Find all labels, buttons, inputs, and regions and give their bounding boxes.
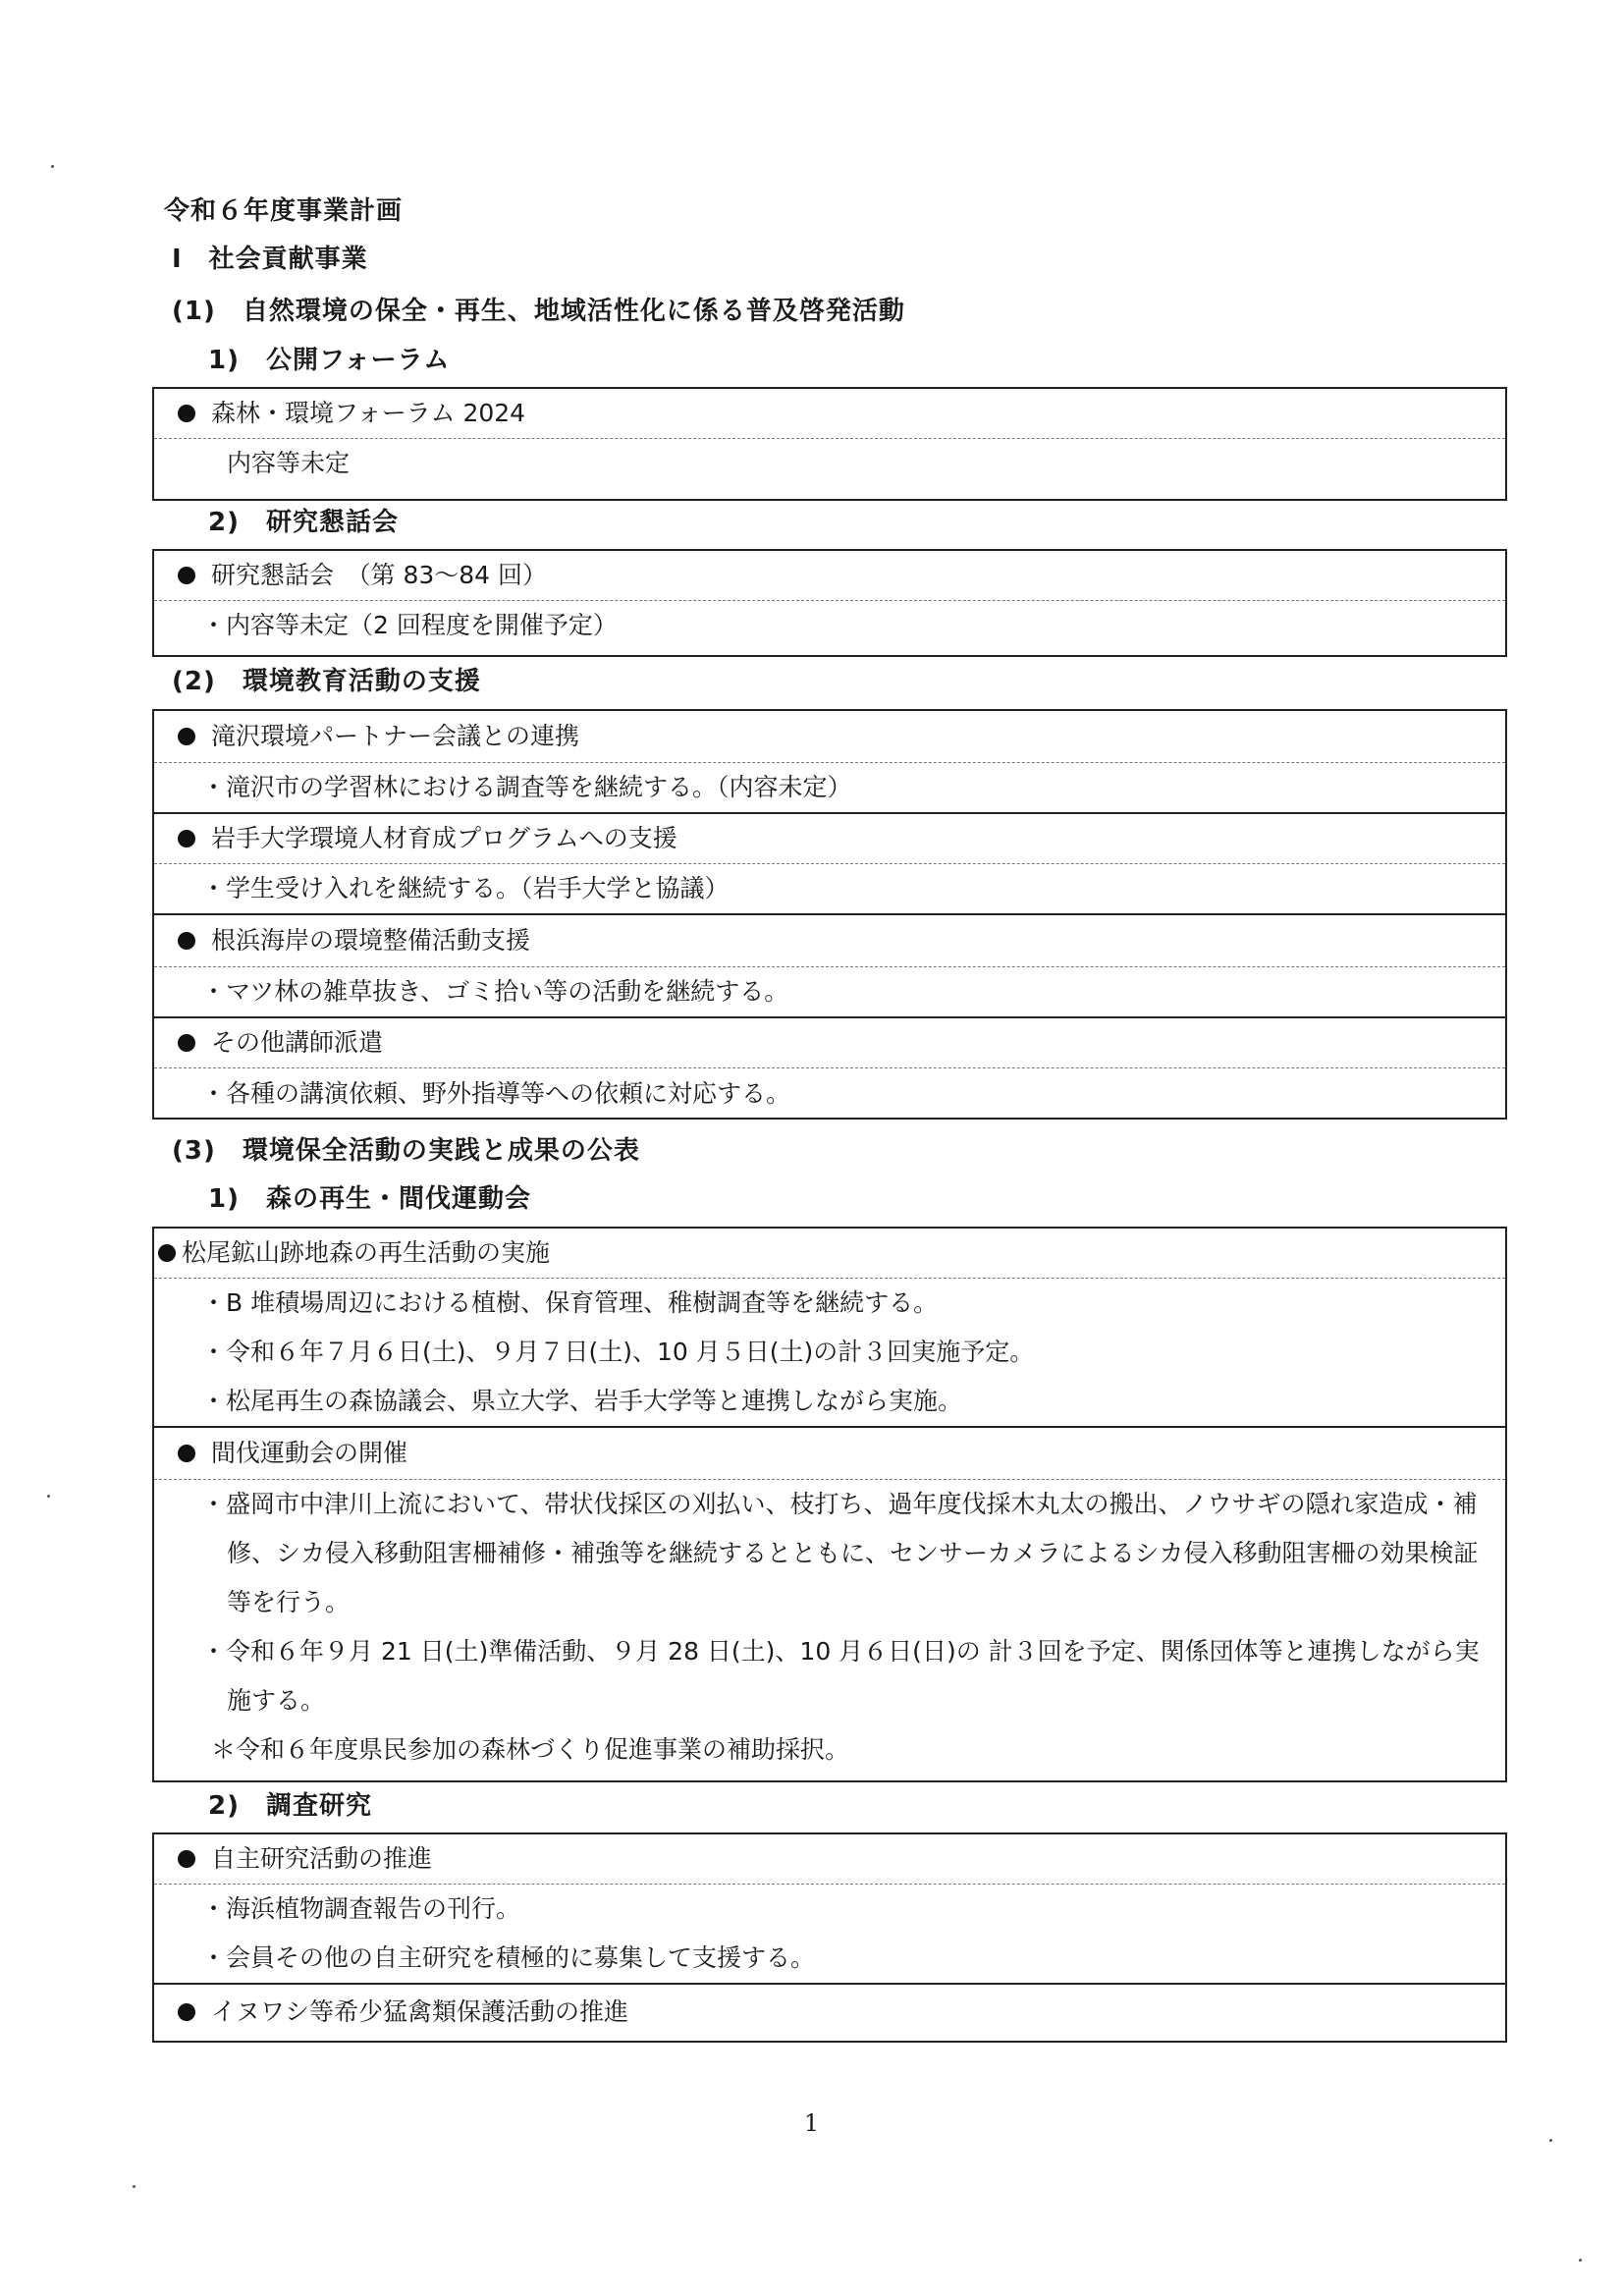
mori-title-row: 間伐運動会の開催: [154, 1426, 1505, 1479]
research-title-row: 自主研究活動の推進: [154, 1834, 1505, 1884]
mori-body-row: ・B 堆積場周辺における植樹、保育管理、稚樹調査等を継続する。: [154, 1278, 1505, 1328]
research-body-row: ・会員その他の自主研究を積極的に募集して支援する。: [201, 1943, 816, 1972]
research-box: [152, 1832, 1507, 2043]
edu-title-row: 滝沢環境パートナー会議との連携: [154, 711, 1505, 762]
bullet-icon: [178, 2003, 195, 2021]
forum-title-row: 森林・環境フォーラム 2024: [154, 389, 1505, 438]
item-heading-forum: 1) 公開フォーラム: [208, 346, 451, 375]
scan-speck: [1579, 2259, 1582, 2262]
document-title: 令和６年度事業計画: [164, 196, 404, 226]
edu-body-row: ・各種の講演依頼、野外指導等への依頼に対応する。: [154, 1067, 1505, 1120]
edu-body-row: ・マツ林の雑草抜き、ゴミ拾い等の活動を継続する。: [154, 966, 1505, 1016]
bullet-icon: [178, 567, 195, 584]
kenkyu-body-row: ・内容等未定（2 回程度を開催予定）: [154, 600, 1505, 650]
kenkyu-box: [152, 549, 1507, 657]
scan-speck: [1549, 2139, 1552, 2142]
bullet-icon: [178, 1850, 195, 1868]
scan-speck: [133, 2185, 135, 2188]
forum-body-row: 内容等未定: [154, 438, 1505, 488]
edu-body-row: ・学生受け入れを継続する。（岩手大学と協議）: [154, 863, 1505, 913]
scan-speck: [51, 165, 54, 168]
subsection-heading-3: (3) 環境保全活動の実践と成果の公表: [172, 1136, 640, 1166]
bullet-icon: [158, 1244, 176, 1262]
item-heading-research: 2) 調査研究: [208, 1791, 372, 1821]
bullet-icon: [178, 830, 195, 847]
education-box: [152, 709, 1507, 1120]
mori-title-row: 松尾鉱山跡地森の再生活動の実施: [154, 1229, 1505, 1278]
edu-title-row: 岩手大学環境人材育成プログラムへの支援: [154, 812, 1505, 863]
scan-speck: [47, 1495, 50, 1498]
bullet-icon: [178, 1445, 195, 1462]
edu-title-row: その他講師派遣: [154, 1016, 1505, 1067]
edu-body-row: ・滝沢市の学習林における調査等を継続する。（内容未定）: [154, 762, 1505, 812]
forum-box: [152, 387, 1507, 501]
subsection-heading-2: (2) 環境教育活動の支援: [172, 667, 481, 696]
mori-note-row: ＊令和６年度県民参加の森林づくり促進事業の補助採択。: [211, 1735, 850, 1764]
subsection-heading-1: (1) 自然環境の保全・再生、地域活性化に係る普及啓発活動: [172, 297, 905, 326]
research-body-row: ・海浜植物調査報告の刊行。: [154, 1884, 1505, 1934]
bullet-icon: [178, 932, 195, 950]
section-heading-1: Ⅰ 社会貢献事業: [172, 245, 368, 274]
mori-body-row: ・松尾再生の森協議会、県立大学、岩手大学等と連携しながら実施。: [201, 1387, 963, 1415]
mori-body-paragraph: ・令和６年９月 21 日(土)準備活動、９月 28 日(土)、10 月６日(日)の 計３回を予定、関係団体等と連携しながら実施する。: [201, 1637, 1480, 1715]
kenkyu-title-row: 研究懇話会 （第 83～84 回）: [154, 551, 1505, 600]
bullet-icon: [178, 1034, 195, 1052]
edu-title-row: 根浜海岸の環境整備活動支援: [154, 913, 1505, 966]
item-heading-mori: 1) 森の再生・間伐運動会: [208, 1184, 531, 1214]
mori-body-row: ・令和６年７月６日(土)、９月７日(土)、10 月５日(土)の計３回実施予定。: [201, 1338, 1035, 1366]
bullet-icon: [178, 405, 195, 422]
page-number: 1: [803, 2109, 820, 2137]
research-title-row: イヌワシ等希少猛禽類保護活動の推進: [154, 1983, 1505, 2040]
bullet-icon: [178, 728, 195, 745]
item-heading-kenkyu: 2) 研究懇話会: [208, 508, 399, 537]
mori-box: [152, 1227, 1507, 1782]
mori-body-paragraph: ・盛岡市中津川上流において、帯状伐採区の刈払い、枝打ち、過年度伐採木丸太の搬出、ノウサギの隠れ家造成・補修、シカ侵入移動阻害柵補修・補強等を継続するとともに、センサーカメラによるシカ侵入移動阻害柵の効果検証等を行う。: [154, 1479, 1505, 1627]
